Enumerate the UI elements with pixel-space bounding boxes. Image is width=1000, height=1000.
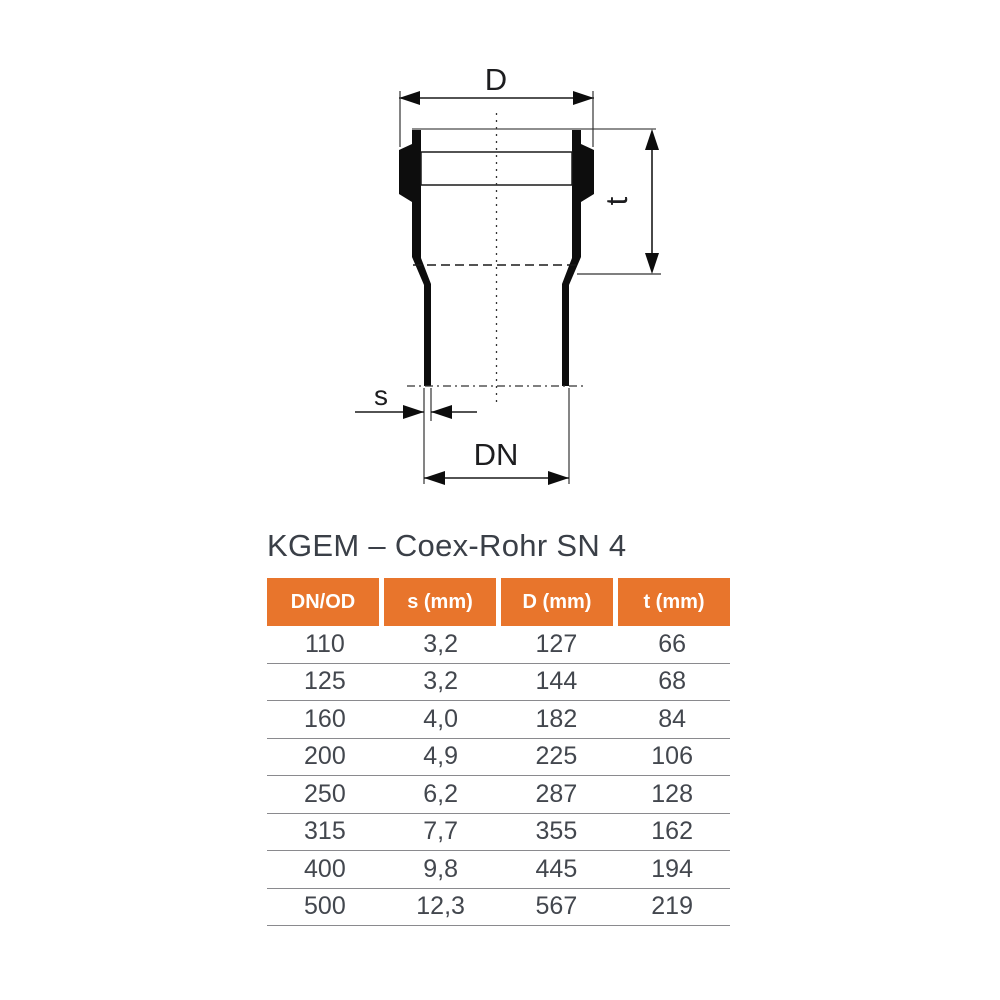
cell-d: 127 — [535, 629, 578, 658]
cell-t: 219 — [651, 892, 693, 921]
column-header-t: t (mm) — [618, 578, 730, 626]
cell-d: 567 — [535, 892, 578, 921]
table-row — [267, 664, 730, 702]
cell-t: 68 — [658, 667, 687, 696]
table-row — [267, 739, 730, 777]
cell-dn: 125 — [304, 667, 346, 696]
table-row — [267, 889, 730, 927]
arrowhead-left — [424, 471, 445, 485]
column-header-dn-od: DN/OD — [267, 578, 379, 626]
arrowhead-down — [645, 253, 659, 274]
spec-table-header — [267, 578, 730, 626]
dim-label-DN: DN — [473, 437, 519, 472]
table-row — [267, 851, 730, 889]
cell-dn: 315 — [304, 817, 346, 846]
spec-table — [267, 578, 730, 926]
cell-d: 144 — [535, 667, 578, 696]
table-row — [267, 776, 730, 814]
cell-dn: 160 — [304, 704, 346, 733]
arrowhead-up — [645, 129, 659, 150]
arrowhead-left — [399, 91, 420, 105]
cell-s: 9,8 — [423, 854, 458, 883]
cell-d: 287 — [535, 779, 578, 808]
cell-s: 6,2 — [423, 779, 458, 808]
table-row — [267, 814, 730, 852]
cell-s: 7,7 — [423, 817, 458, 846]
cell-dn: 250 — [304, 779, 346, 808]
cell-d: 225 — [535, 742, 578, 771]
column-header-d: D (mm) — [501, 578, 613, 626]
cell-d: 355 — [535, 817, 578, 846]
cell-s: 3,2 — [423, 667, 458, 696]
arrowhead-left — [431, 405, 452, 419]
table-row — [267, 626, 730, 664]
dim-label-s: s — [374, 380, 388, 411]
product-title: KGEM – Coex-Rohr SN 4 — [267, 528, 627, 563]
cell-t: 162 — [651, 817, 693, 846]
dimension-DN — [424, 388, 569, 485]
table-row — [267, 701, 730, 739]
cell-s: 3,2 — [423, 629, 458, 658]
cell-t: 66 — [658, 629, 687, 658]
cell-dn: 400 — [304, 854, 346, 883]
cell-t: 128 — [651, 779, 693, 808]
column-header-s: s (mm) — [384, 578, 496, 626]
dimension-s — [355, 380, 477, 484]
cell-d: 445 — [535, 854, 578, 883]
cell-t: 84 — [658, 704, 687, 733]
cell-s: 4,0 — [423, 704, 458, 733]
pipe-cross-section — [399, 113, 656, 406]
arrowhead-right — [403, 405, 424, 419]
arrowhead-right — [573, 91, 594, 105]
cell-s: 4,9 — [423, 742, 458, 771]
cell-s: 12,3 — [416, 892, 465, 921]
cell-d: 182 — [535, 704, 578, 733]
arrowhead-right — [548, 471, 569, 485]
cell-dn: 110 — [304, 629, 345, 658]
cell-t: 106 — [651, 742, 693, 771]
cell-dn: 200 — [304, 742, 346, 771]
cell-t: 194 — [651, 854, 693, 883]
cell-dn: 500 — [304, 892, 346, 921]
dim-label-t: t — [599, 196, 634, 206]
dim-label-D: D — [484, 62, 508, 97]
